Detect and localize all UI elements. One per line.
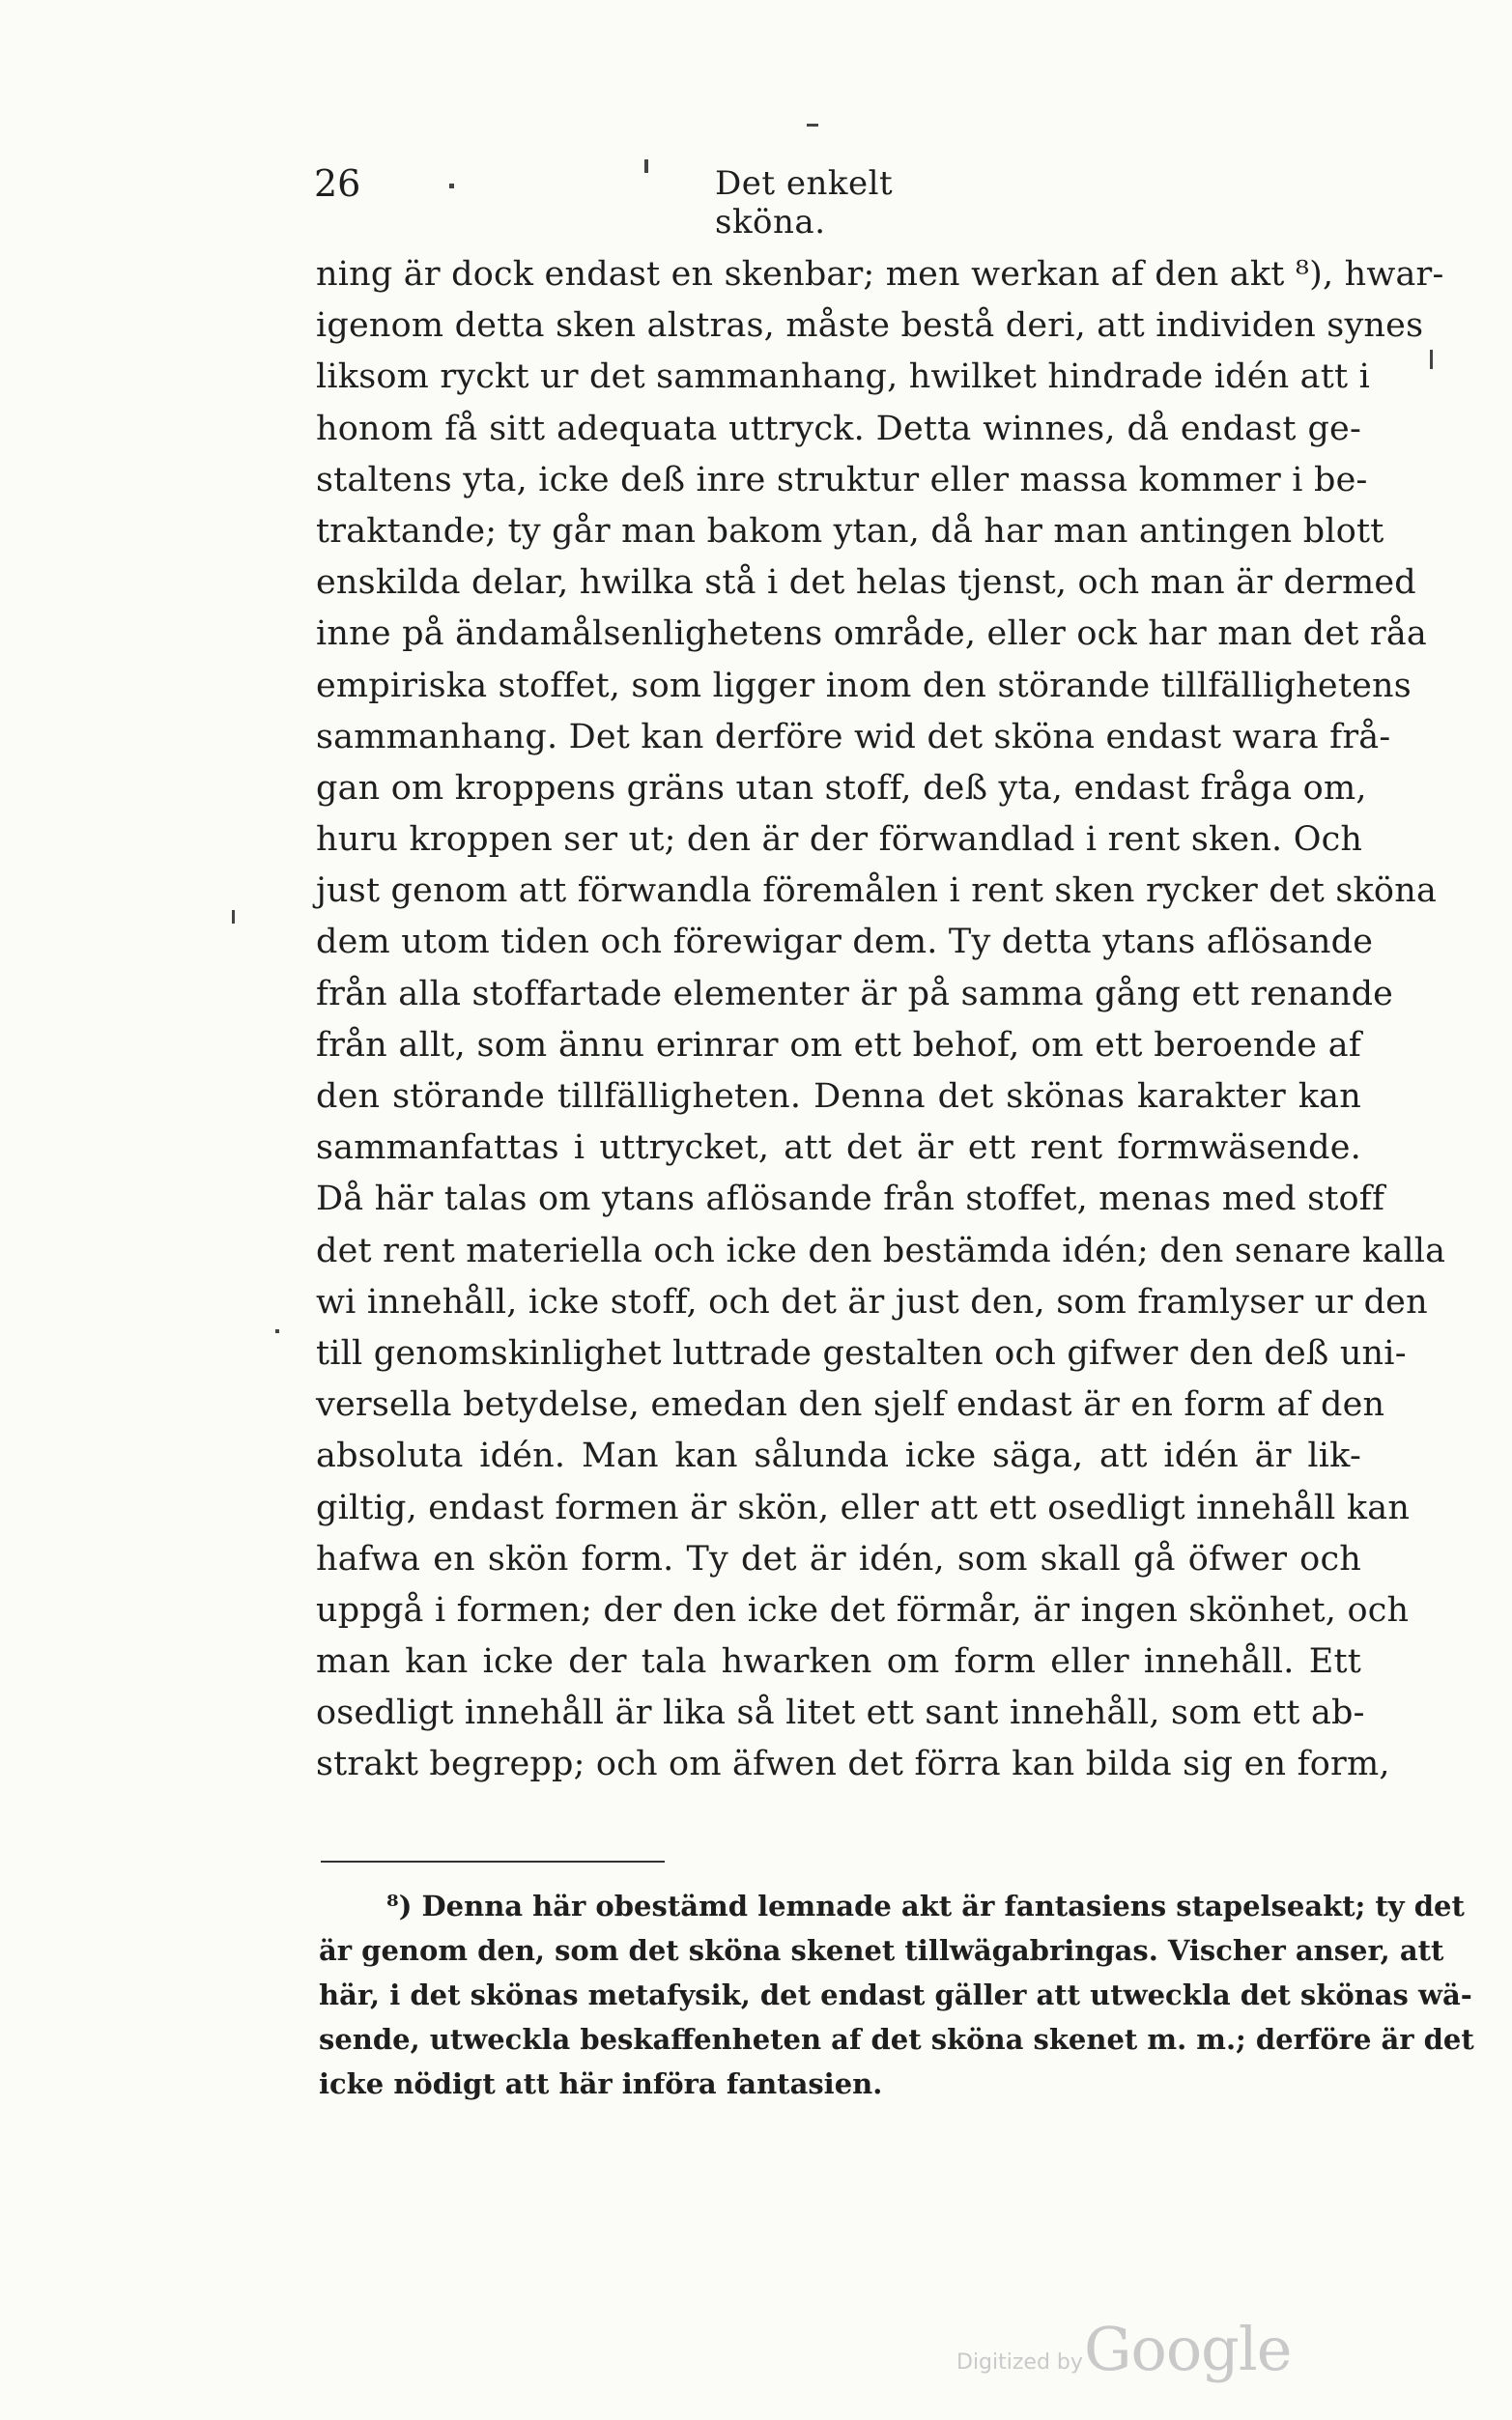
body-line: från allt, som ännu erinrar om ett behof, om ett beroende af — [316, 1025, 1361, 1065]
body-text — [316, 249, 1446, 1791]
body-line: sammanhang. Det kan derföre wid det sköna endast wara frå- — [316, 717, 1391, 756]
scan-speck — [644, 159, 648, 173]
body-line: man kan icke der tala hwarken om form eller innehåll. Ett — [316, 1642, 1361, 1682]
body-line: igenom detta sken alstras, måste bestå deri, att individen synes — [316, 306, 1424, 346]
body-line: giltig, endast formen är skön, eller att ett osedligt innehåll kan — [316, 1488, 1411, 1527]
footnote-line: sende, utweckla beskaffenheten af det sköna skenet m. m.; derföre är det — [319, 2023, 1474, 2056]
body-line: huru kroppen ser ut; den är der förwandlad i rent sken. Och — [316, 820, 1363, 860]
scan-speck — [807, 124, 818, 127]
body-line: hafwa en skön form. Ty det är idén, som skall gå öfwer och — [316, 1539, 1361, 1579]
body-line: Då här talas om ytans aflösande från stoffet, menas med stoff — [316, 1180, 1385, 1219]
body-line: just genom att förwandla föremålen i rent sken rycker det sköna — [316, 871, 1438, 911]
body-line: sammanfattas i uttrycket, att det är ett rent formwäsende. — [316, 1128, 1361, 1168]
body-line: traktande; ty går man bakom ytan, då har man antingen blott — [316, 511, 1384, 551]
body-line: dem utom tiden och förewigar dem. Ty detta ytans aflösande — [316, 923, 1374, 962]
body-line: honom få sitt adequata uttryck. Detta winnes, då endast ge- — [316, 409, 1361, 448]
body-line: uppgå i formen; der den icke det förmår, är ingen skönhet, och — [316, 1590, 1410, 1630]
body-line: strakt begrepp; och om äfwen det förra kan bilda sig en form, — [316, 1745, 1390, 1784]
page-number: 26 — [314, 162, 361, 205]
running-title: Det enkelt sköna. — [715, 164, 894, 242]
body-line: det rent materiella och icke den bestämda idén; den senare kalla — [316, 1231, 1446, 1270]
footnote-line: icke nödigt att här införa fantasien. — [319, 2067, 883, 2100]
body-line: versella betydelse, emedan den sjelf endast är en form af den — [316, 1385, 1385, 1425]
footnote — [319, 1884, 1474, 2106]
body-line: till genomskinlighet luttrade gestalten och gifwer den deß uni- — [316, 1333, 1407, 1373]
footnote-line: här, i det skönas metafysik, det endast gäller att utweckla det skönas wä- — [319, 1979, 1472, 2011]
scan-speck — [232, 910, 235, 924]
running-head — [314, 162, 1000, 242]
body-line: den störande tillfälligheten. Denna det skönas karakter kan — [316, 1077, 1361, 1116]
body-line: wi innehåll, icke stoff, och det är just den, som framlyser ur den — [316, 1282, 1428, 1322]
footnote-rule — [321, 1861, 665, 1863]
google-watermark — [956, 2314, 1295, 2391]
body-line: empiriska stoffet, som ligger inom den störande tillfällighetens — [316, 666, 1412, 705]
body-line: ning är dock endast en skenbar; men werkan af den akt ⁸), hwar- — [316, 255, 1444, 294]
body-line: gan om kroppens gräns utan stoff, deß yta, endast fråga om, — [316, 768, 1367, 808]
google-logo: Google — [1084, 2314, 1292, 2384]
body-line: osedligt innehåll är lika så litet ett sant innehåll, som ett ab- — [316, 1694, 1365, 1733]
body-line: liksom ryckt ur det sammanhang, hwilket hindrade idén att i — [316, 357, 1370, 397]
footnote-line: är genom den, som det sköna skenet tillwägabringas. Vischer anser, att — [319, 1934, 1444, 1967]
watermark-prefix: Digitized by — [956, 2350, 1083, 2375]
body-line: inne på ändamålsenlighetens område, eller ock har man det råa — [316, 614, 1427, 654]
body-line: enskilda delar, hwilka stå i det helas tjenst, och man är dermed — [316, 563, 1416, 603]
body-line: absoluta idén. Man kan sålunda icke säga, att idén är lik- — [316, 1437, 1361, 1476]
scan-speck — [449, 184, 454, 188]
scan-speck — [275, 1329, 279, 1333]
scan-speck — [1430, 350, 1433, 369]
body-line: från alla stoffartade elementer är på samma gång ett renande — [316, 974, 1394, 1013]
body-line: staltens yta, icke deß inre struktur eller massa kommer i be- — [316, 460, 1368, 499]
footnote-line: ⁸) Denna här obestämd lemnade akt är fantasiens stapelseakt; ty det — [386, 1890, 1465, 1922]
